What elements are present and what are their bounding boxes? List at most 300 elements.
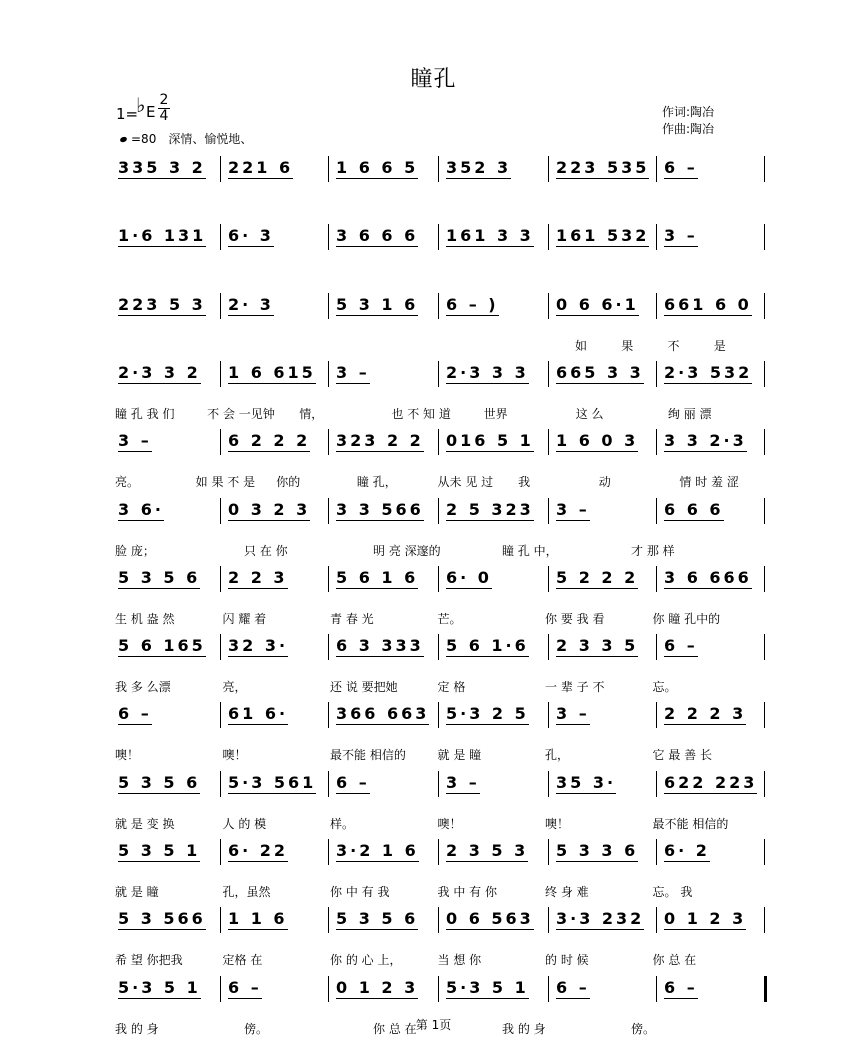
bar-line (328, 429, 329, 455)
score-system (110, 357, 765, 433)
measure (336, 835, 419, 873)
notes-line (110, 425, 765, 457)
bar-line (438, 771, 439, 797)
bar-line (438, 907, 439, 933)
measure-notes: 6 2 2 2 (228, 431, 311, 451)
measure-notes: 3 6 666 (664, 567, 752, 587)
credits (662, 104, 714, 138)
measure-notes: 5 3 5 6 (118, 567, 201, 587)
time-bottom: 4 (159, 108, 169, 124)
measure (446, 767, 480, 805)
lyric-syllables: 当 想 你 (437, 953, 482, 968)
measure (228, 220, 274, 258)
expression-text: 深情、愉悦地、 (168, 132, 253, 146)
lyric-syllables: 脸 庞； (115, 543, 155, 558)
measure (664, 630, 698, 668)
bar-line (548, 224, 549, 250)
measure-notes: 6· 22 (228, 841, 289, 860)
lyric-syllables: 我 多 么漂 (115, 680, 171, 695)
bar-line (764, 224, 765, 250)
bar-line (548, 566, 549, 592)
bar-line (328, 976, 329, 1002)
measure-notes: 3 – (556, 499, 590, 519)
measure (446, 698, 529, 736)
page-number: 第 1页 (415, 1018, 452, 1032)
bar-line (656, 293, 657, 319)
measure (118, 698, 152, 736)
notes-line (110, 698, 765, 730)
measure-notes: 3 – (336, 362, 370, 382)
measure-notes: 5 3 5 6 (118, 772, 201, 792)
bar-line (656, 361, 657, 387)
bar-line (764, 771, 765, 797)
bar-line (764, 839, 765, 865)
measure-notes: 6 – (556, 977, 590, 997)
score-system (110, 220, 765, 296)
measure-notes: 2·3 3 2 (118, 362, 201, 382)
lyric-syllables: 瞳 孔 中， (502, 543, 558, 558)
measure-notes: 3 – (664, 226, 698, 246)
measure (118, 630, 206, 668)
measure-notes: 6 – (228, 977, 262, 997)
bar-line (548, 429, 549, 455)
bar-line (220, 224, 221, 250)
measure-notes: 3 – (446, 772, 480, 792)
bar-line (548, 839, 549, 865)
measure (556, 767, 616, 805)
lyrics-line (115, 542, 765, 560)
lyric-syllables: 情， (299, 406, 324, 421)
bar-line (656, 224, 657, 250)
lyric-syllables: 定 格 (437, 680, 466, 695)
bar-line (548, 702, 549, 728)
lyric-syllables: 瞳 孔， (356, 475, 397, 490)
lyrics-line (115, 746, 765, 764)
measure-notes: 5 2 2 2 (556, 567, 639, 587)
notes-line (110, 357, 765, 389)
bar-line (548, 976, 549, 1002)
bar-line (764, 634, 765, 660)
notes-line (110, 767, 765, 799)
lyric-syllables: 孔， (545, 748, 570, 763)
lyric-syllables: 你 瞳 孔中的 (652, 611, 721, 626)
measure (556, 357, 644, 395)
measure (118, 220, 206, 258)
tempo-bpm: =80 (131, 132, 157, 146)
lyrics-line (115, 951, 765, 969)
bar-line (548, 361, 549, 387)
lyric-syllables: 不 (667, 338, 680, 353)
measure-notes: 0 1 2 3 (664, 909, 747, 929)
lyric-syllables: 忘。 我 (652, 885, 693, 899)
measure-notes: 6 – (664, 977, 698, 997)
bar-line (328, 634, 329, 660)
measure-notes: 5 3 566 (118, 909, 206, 929)
measure (664, 562, 752, 600)
lyric-syllables: 情 时 羞 涩 (679, 475, 739, 490)
bar-line (438, 498, 439, 524)
measure (228, 835, 288, 873)
measure (228, 289, 274, 327)
measure (336, 562, 418, 600)
lyric-syllables: 不 会 一见钟 (207, 406, 275, 421)
bar-line (548, 498, 549, 524)
measure (118, 494, 164, 532)
notes-line (110, 835, 765, 867)
measure-notes: 2 3 5 3 (446, 841, 529, 860)
measure (664, 972, 698, 1010)
measure (118, 152, 206, 190)
measure-notes: 6 – (118, 704, 152, 724)
measure-notes: 6· 0 (446, 567, 492, 587)
measure (446, 220, 534, 258)
bar-line (438, 293, 439, 319)
bar-line (438, 634, 439, 660)
lyric-syllables: 世界 (483, 406, 508, 421)
bar-line (656, 498, 657, 524)
measure (664, 698, 746, 736)
measure-notes: 3·2 1 6 (336, 841, 419, 860)
measure (336, 289, 418, 327)
bar-line (220, 702, 221, 728)
measure-notes: 0 6 563 (446, 909, 534, 929)
measure (118, 903, 206, 941)
measure (446, 289, 499, 327)
measure-notes: 3 – (556, 704, 590, 724)
bar-line (656, 907, 657, 933)
song-title: 瞳孔 (410, 67, 457, 92)
measure-notes: 6 – (664, 158, 698, 177)
bar-line (764, 429, 765, 455)
measure (556, 562, 638, 600)
measure-notes: 661 6 0 (664, 294, 752, 314)
lyric-syllables: 就 是 瞳 (437, 748, 482, 763)
bar-line (764, 566, 765, 592)
lyrics-line (115, 337, 765, 355)
measure (228, 357, 316, 395)
lyric-syllables: 我 中 有 你 (437, 885, 497, 899)
bar-line (656, 976, 657, 1002)
lyric-syllables: 你 中 有 我 (330, 885, 390, 899)
measure (446, 630, 529, 668)
measure-notes: 1 6 6 5 (336, 158, 419, 177)
measure (336, 630, 424, 668)
measure (556, 494, 590, 532)
lyric-syllables: 绚 丽 漂 (667, 406, 712, 421)
lyric-syllables: 噢！ (437, 816, 462, 831)
measure-notes: 0 6 6·1 (556, 294, 639, 314)
measure-notes: 665 3 3 (556, 362, 644, 382)
lyric-syllables: 噢！ (222, 748, 247, 763)
score-system (110, 425, 765, 501)
lyric-syllables: 噢！ (115, 748, 140, 763)
bar-line (764, 293, 765, 319)
measure (664, 357, 752, 395)
measure (336, 494, 424, 532)
measure-notes: 6· 2 (664, 841, 710, 860)
measure-notes: 0 1 2 3 (336, 977, 419, 997)
measure (446, 425, 534, 463)
measure (556, 630, 638, 668)
measure (228, 630, 288, 668)
notes-line (110, 152, 765, 184)
measure-notes: 3 3 2·3 (664, 431, 747, 451)
score-system (110, 494, 765, 570)
lyric-syllables: 生 机 盎 然 (115, 611, 175, 626)
lyrics-line (115, 610, 765, 628)
bar-line (656, 566, 657, 592)
measure-notes: 5 6 165 (118, 636, 206, 656)
measure-notes: 622 223 (664, 772, 758, 792)
bar-line (220, 771, 221, 797)
bar-line (328, 224, 329, 250)
bar-line (328, 498, 329, 524)
bar-line (438, 976, 439, 1002)
measure-notes: 5 6 1 6 (336, 567, 419, 587)
lyrics-line (115, 405, 765, 423)
measure-notes: 0 3 2 3 (228, 499, 311, 519)
bar-line (438, 839, 439, 865)
lyric-syllables: 亮， (222, 680, 247, 695)
measure-notes: 3·3 232 (556, 909, 645, 929)
measure (556, 425, 638, 463)
measure-notes: 223 5 3 (118, 294, 206, 314)
lyric-syllables: 我 (518, 475, 531, 490)
score-system (110, 630, 765, 706)
bar-line (548, 771, 549, 797)
lyric-syllables: 如 果 不 是 (195, 475, 256, 490)
measure (118, 972, 201, 1010)
measure-notes: 6 3 333 (336, 636, 424, 656)
measure (336, 972, 418, 1010)
measure (556, 289, 639, 327)
measure-notes: 32 3· (228, 636, 289, 656)
bar-line (328, 293, 329, 319)
measure (118, 425, 152, 463)
measure (336, 698, 429, 736)
measure (446, 152, 511, 190)
lyric-syllables: 定格 在 (222, 953, 263, 968)
bar-line (438, 361, 439, 387)
measure-notes: 5·3 5 1 (118, 977, 201, 997)
measure-notes: 1·6 131 (118, 226, 207, 246)
bar-line (220, 156, 221, 182)
measure-notes: 1 6 615 (228, 362, 316, 382)
bar-line (548, 156, 549, 182)
score-system (110, 562, 765, 638)
measure (446, 562, 492, 600)
measure (336, 220, 418, 258)
measure (664, 220, 698, 258)
measure-notes: 1 1 6 (228, 909, 288, 929)
lyric-syllables: 还 说 要把她 (330, 680, 398, 695)
lyric-syllables: 青 春 光 (330, 611, 374, 626)
time-signature (158, 93, 170, 124)
measure-notes: 5 3 3 6 (556, 841, 639, 860)
lyric-syllables: 你 要 我 看 (545, 611, 605, 626)
bar-line (220, 907, 221, 933)
lyric-syllables: 明 亮 深邃的 (373, 543, 441, 558)
notes-line (110, 903, 765, 935)
measure-notes: 335 3 2 (118, 158, 206, 177)
notes-line (110, 289, 765, 321)
bar-line (656, 702, 657, 728)
measure (336, 425, 424, 463)
measure (446, 972, 529, 1010)
lyricist: 作词:陶冶 (662, 105, 715, 119)
bar-line (220, 839, 221, 865)
measure (664, 425, 747, 463)
lyric-syllables: 也 不 知 道 (391, 406, 451, 421)
lyric-syllables: 它 最 善 长 (652, 748, 712, 763)
bar-line (548, 634, 549, 660)
lyric-syllables: 如 (575, 338, 588, 353)
lyric-syllables: 噢！ (545, 816, 570, 831)
measure-notes: 2· 3 (228, 294, 274, 314)
measure (556, 972, 590, 1010)
measure-notes: 5·3 2 5 (446, 704, 529, 724)
lyric-syllables: 一 辈 子 不 (545, 680, 605, 695)
bar-line (220, 566, 221, 592)
measure (664, 289, 752, 327)
measure (228, 698, 288, 736)
notes-line (110, 494, 765, 526)
measure (228, 562, 288, 600)
measure-notes: 161 3 3 (446, 226, 534, 246)
bar-line (764, 702, 765, 728)
measure-notes: 3 6· (118, 499, 164, 519)
bar-line (656, 156, 657, 182)
notes-line (110, 220, 765, 252)
bar-line (438, 702, 439, 728)
lyric-syllables: 动 (598, 475, 611, 490)
measure-notes: 6 – ) (446, 294, 499, 314)
notes-line (110, 562, 765, 594)
measure-notes: 5 3 5 6 (336, 909, 419, 929)
measure (118, 562, 200, 600)
measure-notes: 3 6 6 6 (336, 226, 419, 246)
lyric-syllables: 这 么 (575, 406, 604, 421)
score-system (110, 698, 765, 774)
measure-notes: 5·3 5 1 (446, 977, 529, 997)
measure-notes: 323 2 2 (336, 431, 424, 451)
lyric-syllables: 你 的 心 上， (330, 953, 402, 968)
bar-line (220, 498, 221, 524)
measure-notes: 3 – (118, 431, 152, 451)
score-system (110, 835, 765, 911)
bar-line (438, 566, 439, 592)
measure (664, 835, 710, 873)
score-system (110, 289, 765, 365)
measure-notes: 5 3 1 6 (336, 294, 419, 314)
lyric-syllables: 才 那 样 (631, 543, 675, 558)
bar-line (764, 907, 765, 933)
score-system (110, 152, 765, 228)
measure-notes: 366 663 (336, 704, 430, 724)
lyric-syllables: 你 总 在 (373, 1021, 417, 1036)
measure (118, 767, 200, 805)
lyric-syllables: 从未 见 过 (437, 475, 494, 490)
lyric-syllables: 傍。 (631, 1021, 656, 1036)
measure-notes: 2 5 323 (446, 499, 534, 519)
lyric-syllables: 就 是 变 换 (115, 816, 175, 831)
measure-notes: 2 2 2 3 (664, 704, 747, 724)
measure (664, 494, 724, 532)
quarter-note-icon (119, 136, 127, 143)
lyrics-line (115, 678, 765, 696)
key-letter: E (146, 103, 156, 121)
measure-notes: 221 6 (228, 158, 294, 177)
measure (556, 903, 644, 941)
lyric-syllables: 果 (621, 338, 634, 353)
lyric-syllables: 你的 (276, 475, 301, 490)
flat-icon: ♭ (136, 93, 146, 117)
bar-line (548, 293, 549, 319)
bar-line (328, 907, 329, 933)
measure-notes: 223 535 (556, 158, 650, 177)
time-top: 2 (159, 92, 169, 108)
lyric-syllables: 傍。 (244, 1021, 269, 1036)
bar-line (328, 839, 329, 865)
notes-line (110, 630, 765, 662)
measure (228, 767, 316, 805)
bar-line (220, 361, 221, 387)
lyric-syllables: 孔，虽然 (222, 885, 271, 899)
lyrics-line (115, 883, 765, 901)
key-prefix: 1= (116, 105, 139, 123)
measure (336, 903, 418, 941)
measure-notes: 6 – (336, 772, 370, 792)
lyric-syllables: 我 的 身 (502, 1021, 546, 1036)
score-system (110, 972, 765, 1048)
measure-notes: 6 – (664, 636, 698, 656)
measure-notes: 5 3 5 1 (118, 841, 201, 860)
bar-line (220, 429, 221, 455)
bar-line (220, 976, 221, 1002)
measure-notes: 5·3 561 (228, 772, 317, 792)
lyric-syllables: 你 总 在 (652, 953, 697, 968)
composer: 作曲:陶冶 (662, 122, 715, 136)
measure (446, 494, 534, 532)
measure (664, 903, 746, 941)
measure (118, 357, 201, 395)
lyric-syllables: 芒。 (437, 611, 462, 626)
bar-line (328, 566, 329, 592)
measure (556, 698, 590, 736)
measure-notes: 3 3 566 (336, 499, 424, 519)
measure (446, 835, 528, 873)
measure-notes: 2 2 3 (228, 567, 288, 587)
measure-notes: 35 3· (556, 772, 617, 792)
measure-notes: 2 3 3 5 (556, 636, 639, 656)
bar-line (764, 976, 767, 1002)
lyric-syllables: 是 (713, 338, 726, 353)
bar-line (328, 702, 329, 728)
bar-line (438, 224, 439, 250)
lyric-syllables: 的 时 候 (545, 953, 589, 968)
lyric-syllables: 就 是 瞳 (115, 885, 159, 899)
notes-line (110, 972, 765, 1004)
bar-line (328, 156, 329, 182)
bar-line (548, 907, 549, 933)
measure (556, 835, 638, 873)
bar-line (438, 429, 439, 455)
lyric-syllables: 我 的 身 (115, 1021, 159, 1036)
measure-notes: 2·3 532 (664, 362, 753, 382)
lyric-syllables: 闪 耀 着 (222, 611, 267, 626)
score-system (110, 767, 765, 843)
bar-line (328, 361, 329, 387)
